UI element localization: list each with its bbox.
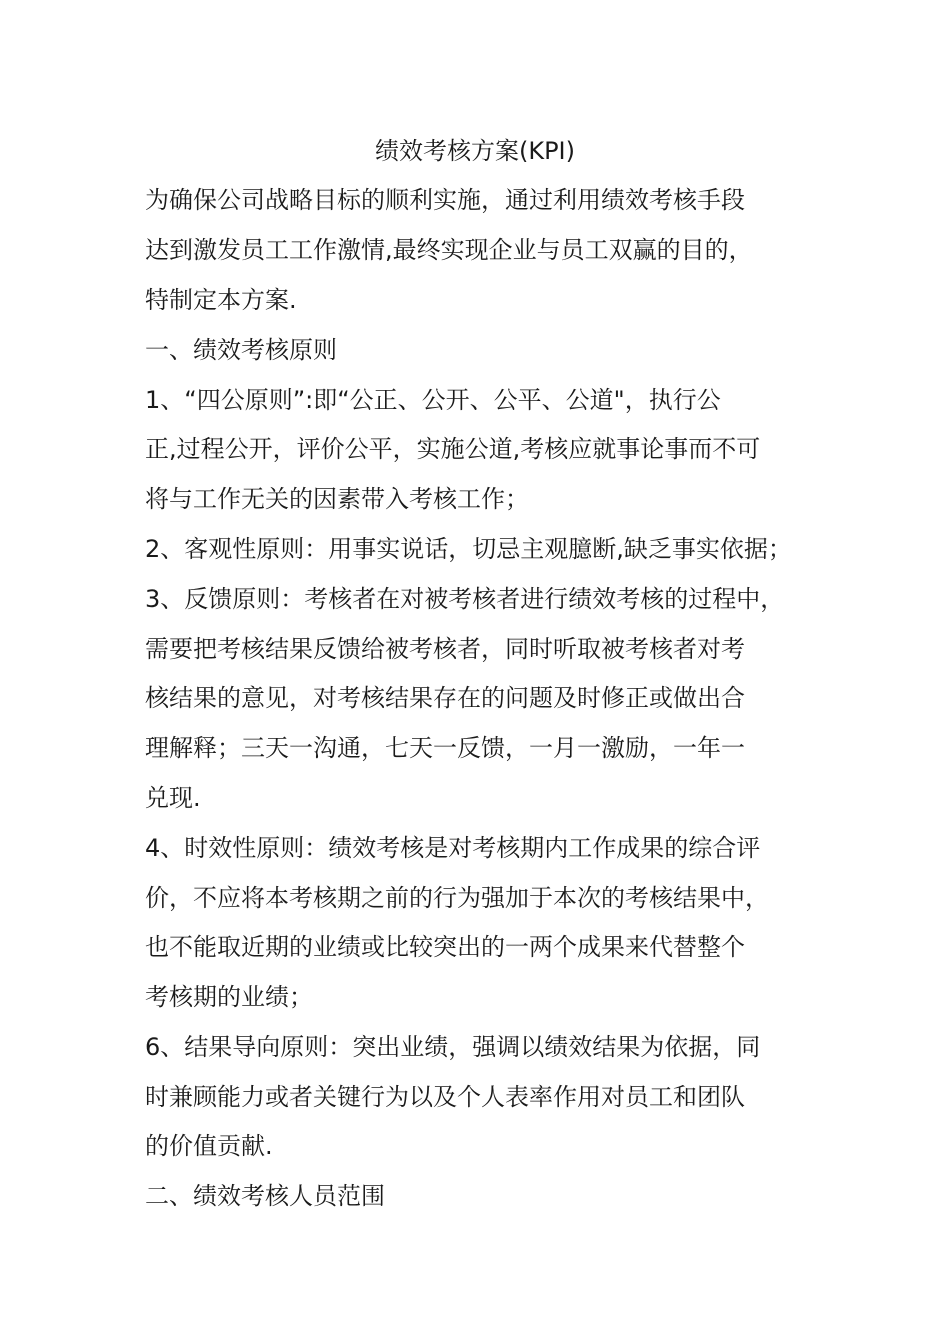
text-line-5: 1、“四公原则”:即“公正、公开、公平、公道"，执行公 <box>145 386 721 414</box>
text-line-8: 2、客观性原则：用事实说话，切忌主观臆断,缺乏事实依据； <box>145 535 792 563</box>
text-line-20: 的价值贡献. <box>145 1132 273 1160</box>
text-line-3: 特制定本方案. <box>145 286 297 314</box>
text-line-12: 理解释；三天一沟通，七天一反馈，一月一激励，一年一 <box>145 734 745 762</box>
text-line-13: 兑现. <box>145 784 201 812</box>
text-line-11: 核结果的意见，对考核结果存在的问题及时修正或做出合 <box>145 684 745 712</box>
text-line-10: 需要把考核结果反馈给被考核者，同时听取被考核者对考 <box>145 635 745 663</box>
text-line-18: 6、结果导向原则：突出业绩，强调以绩效结果为依据，同 <box>145 1033 761 1061</box>
text-line-6: 正,过程公开，评价公平，实施公道,考核应就事论事而不可 <box>145 435 761 463</box>
section-heading-2: 二、绩效考核人员范围 <box>145 1182 385 1210</box>
text-line-16: 也不能取近期的业绩或比较突出的一两个成果来代替整个 <box>145 933 745 961</box>
text-line-9: 3、反馈原则：考核者在对被考核者进行绩效考核的过程中， <box>145 585 785 613</box>
text-line-1: 为确保公司战略目标的顺利实施，通过利用绩效考核手段 <box>145 186 745 214</box>
text-line-14: 4、时效性原则：绩效考核是对考核期内工作成果的综合评 <box>145 834 761 862</box>
text-line-19: 时兼顾能力或者关键行为以及个人表率作用对员工和团队 <box>145 1083 745 1111</box>
text-line-7: 将与工作无关的因素带入考核工作； <box>145 485 529 513</box>
text-line-17: 考核期的业绩； <box>145 983 313 1011</box>
text-line-2: 达到激发员工工作激情,最终实现企业与员工双赢的目的， <box>145 236 753 264</box>
text-line-15: 价，不应将本考核期之前的行为强加于本次的考核结果中， <box>145 884 769 912</box>
section-heading-1: 一、绩效考核原则 <box>145 336 337 364</box>
document-title: 绩效考核方案(KPI) <box>374 137 575 165</box>
